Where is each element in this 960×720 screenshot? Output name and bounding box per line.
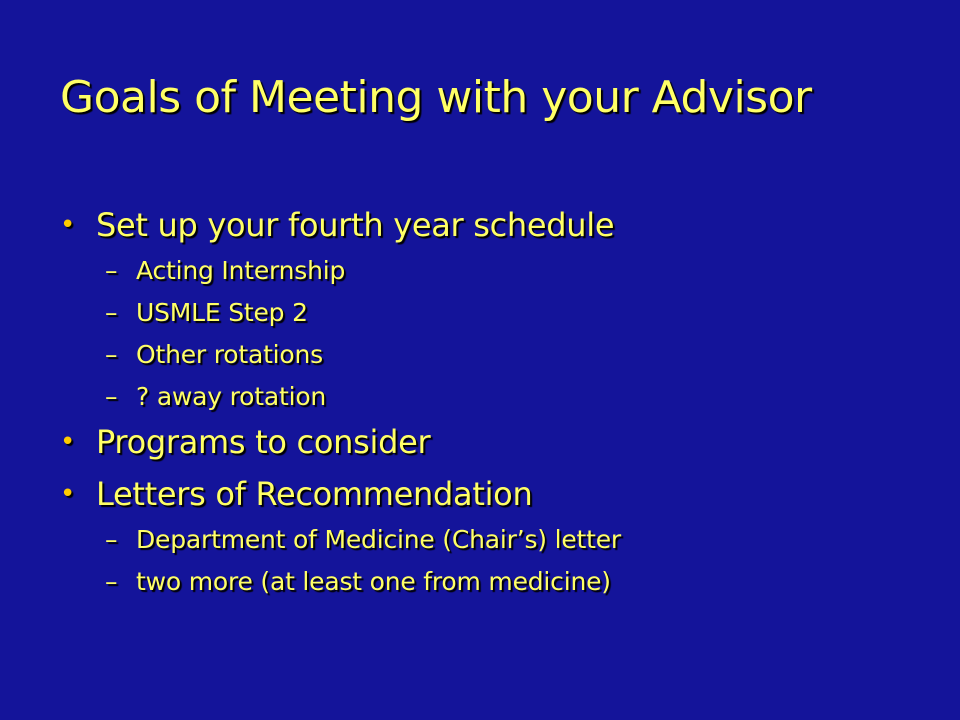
dash-icon: – <box>105 567 118 596</box>
bullet-text: Set up your fourth year schedule <box>96 206 615 244</box>
dash-icon: – <box>105 256 118 285</box>
dash-icon: – <box>105 340 118 369</box>
slide-title: Goals of Meeting with your Advisor <box>60 72 812 123</box>
sub-item-text: Other rotations <box>136 340 323 369</box>
dash-icon: – <box>105 382 118 411</box>
bullet-item <box>60 205 621 246</box>
bullet-item <box>60 474 621 515</box>
bullet-text: Programs to consider <box>96 423 431 461</box>
sub-item-text: Acting Internship <box>136 256 346 285</box>
dash-icon: – <box>105 298 118 327</box>
sub-item <box>60 561 621 603</box>
sub-item <box>60 250 621 292</box>
sub-item <box>60 292 621 334</box>
dash-icon: – <box>105 525 118 554</box>
bullet-text: Letters of Recommendation <box>96 475 533 513</box>
sub-item-text: Department of Medicine (Chair’s) letter <box>136 525 621 554</box>
bullet-item <box>60 422 621 463</box>
bullet-icon: • <box>60 427 76 457</box>
sub-item-text: USMLE Step 2 <box>136 298 308 327</box>
sub-item-text: two more (at least one from medicine) <box>136 567 611 596</box>
bullet-icon: • <box>60 479 76 509</box>
bullet-list <box>60 205 621 607</box>
bullet-icon: • <box>60 210 76 240</box>
sub-item <box>60 334 621 376</box>
sub-list <box>60 250 621 418</box>
sub-item <box>60 376 621 418</box>
sub-list <box>60 519 621 603</box>
sub-item <box>60 519 621 561</box>
sub-item-text: ? away rotation <box>136 382 327 411</box>
